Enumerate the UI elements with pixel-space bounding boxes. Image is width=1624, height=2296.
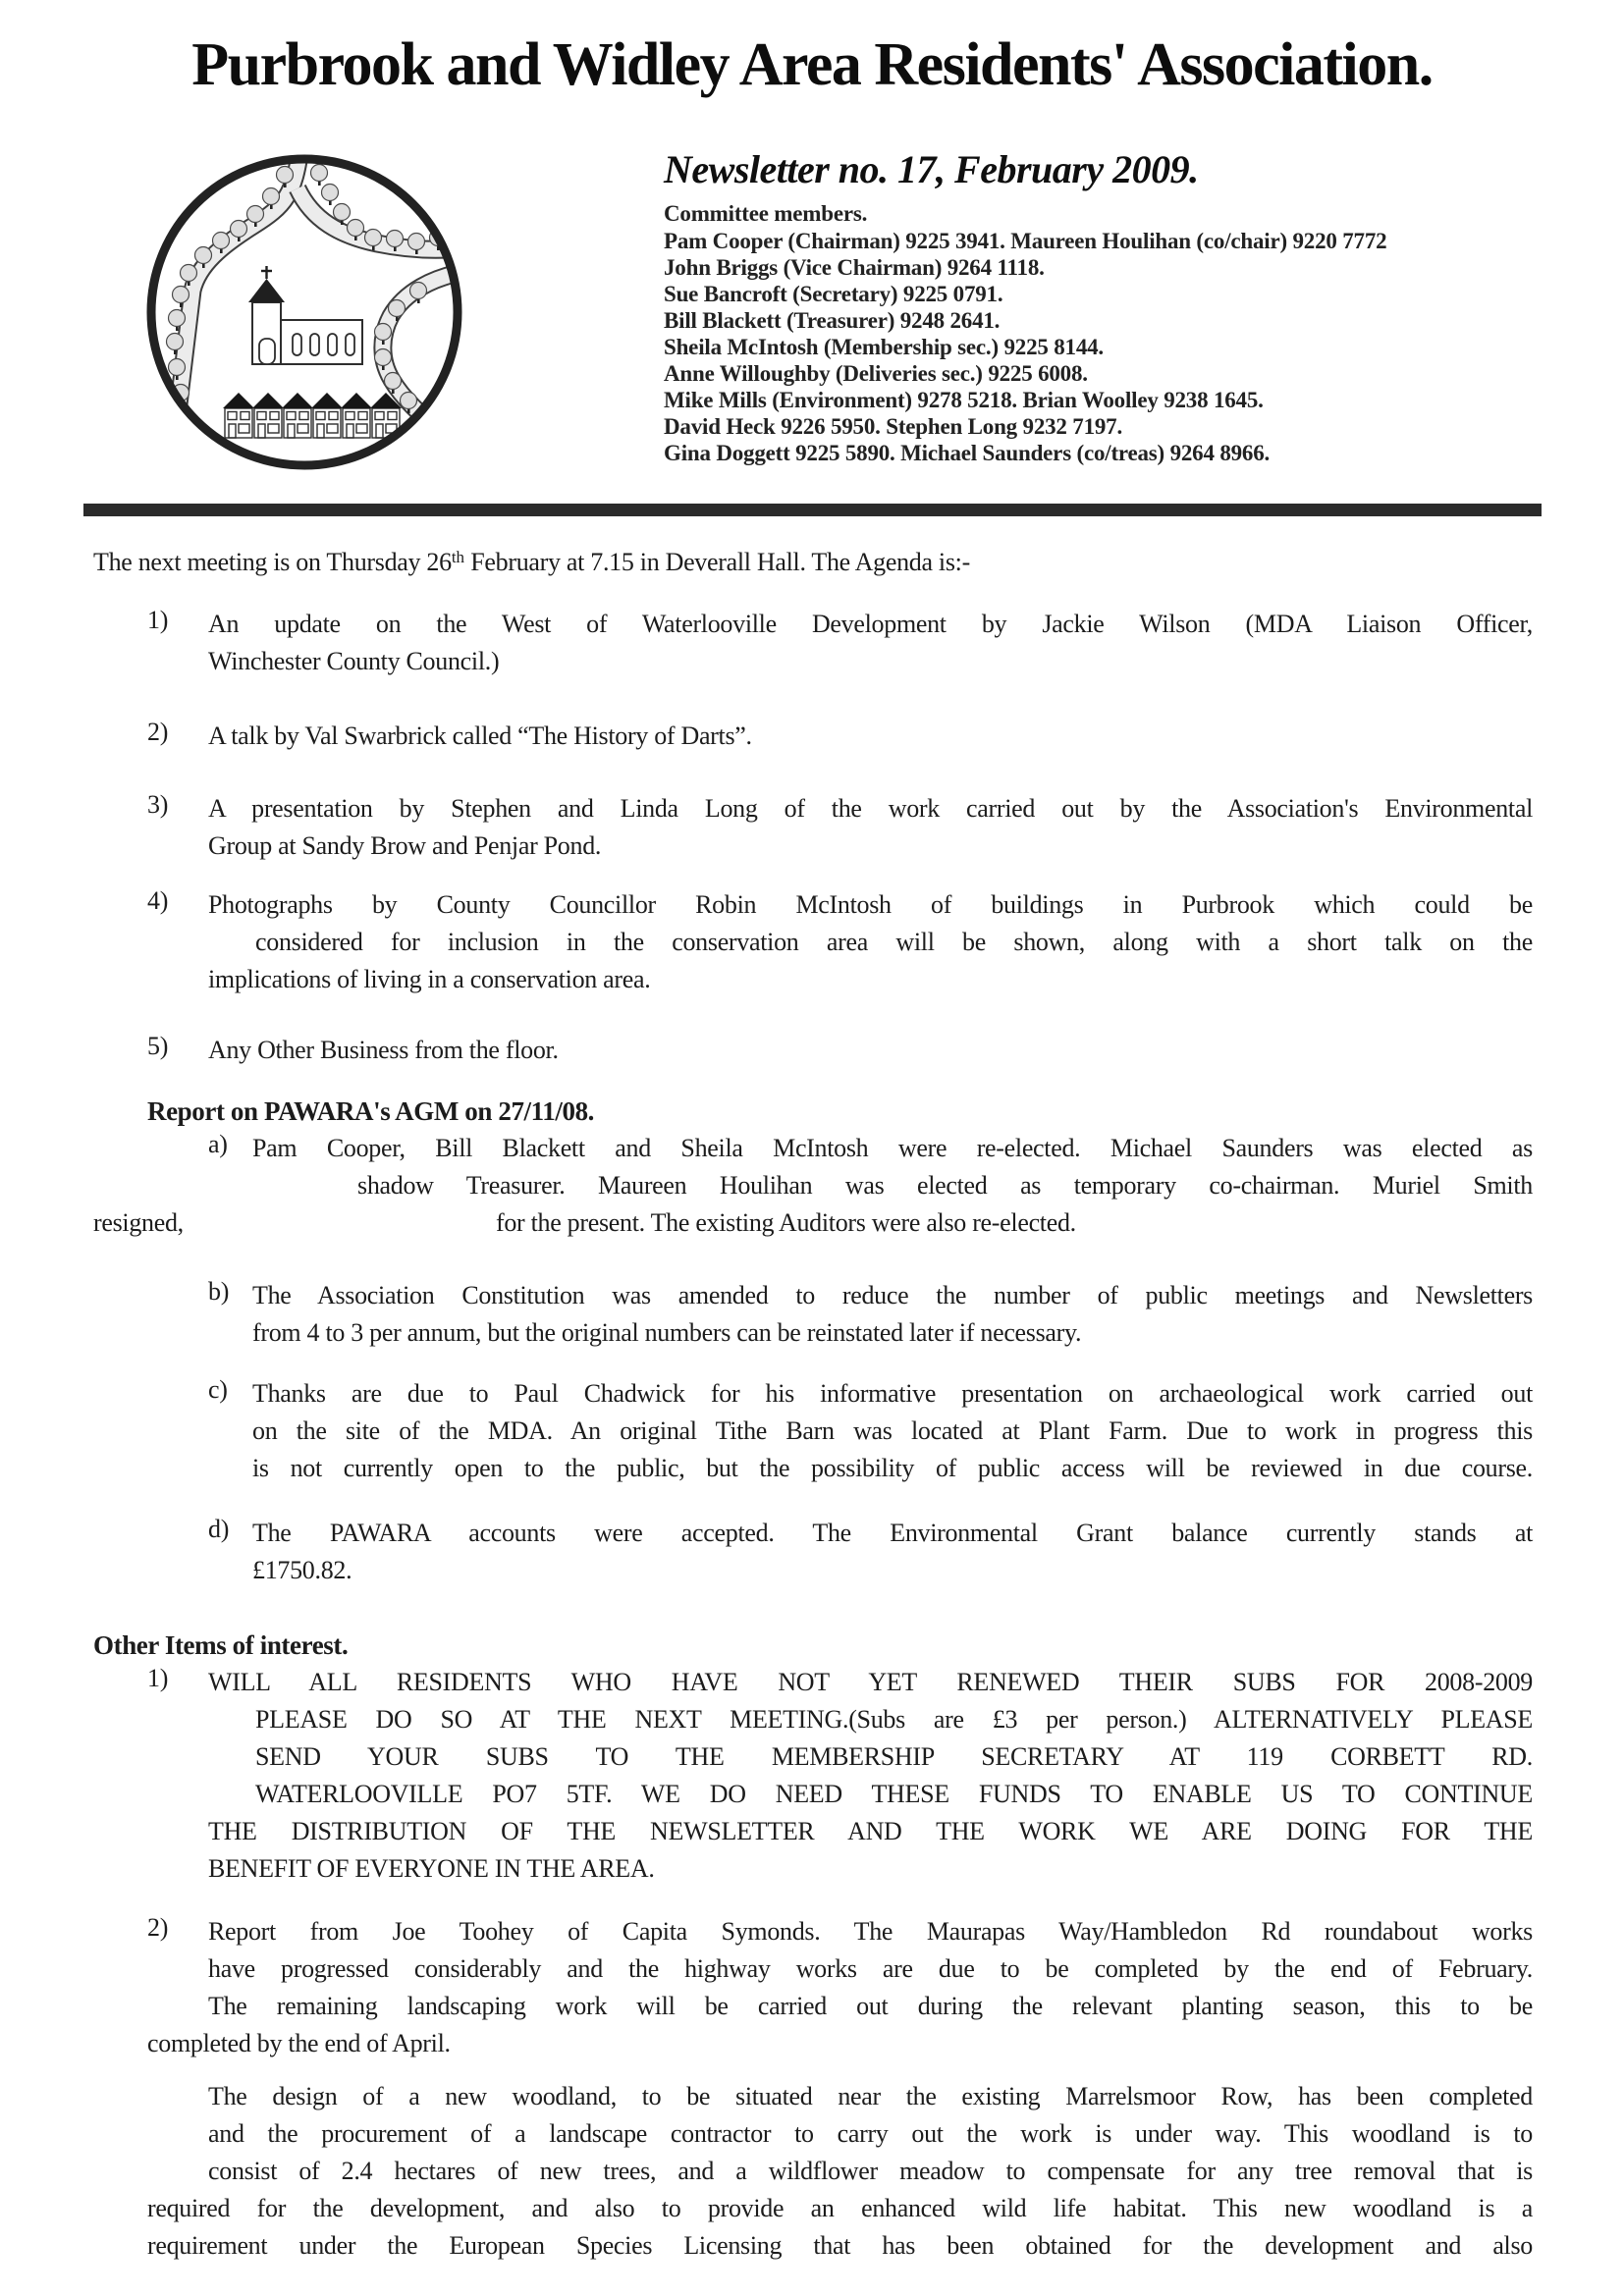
agm-line: Pam Cooper, Bill Blackett and Sheila McIntosh were re-elected. Michael Saunders was elected as [252, 1134, 1533, 1162]
item-number: 1) [147, 606, 169, 634]
item-number: 1) [147, 1664, 169, 1692]
association-logo [137, 145, 471, 479]
other-items-list [147, 1664, 1533, 2062]
agenda-line: A talk by Val Swarbrick called “The History of Darts”. [208, 721, 752, 750]
committee-member: David Heck 9226 5950. Stephen Long 9232 7197. [664, 414, 1123, 439]
agenda-list [147, 606, 1533, 1069]
committee-member: Mike Mills (Environment) 9278 5218. Brian Woolley 9238 1645. [664, 388, 1264, 412]
other-item-line: THE DISTRIBUTION OF THE NEWSLETTER AND THE WORK WE ARE DOING FOR THE [208, 1817, 1533, 1845]
other-item-1 [147, 1664, 1533, 1888]
paragraph-line: The design of a new woodland, to be situated near the existing Marrelsmoor Row, has been completed [208, 2082, 1533, 2110]
agenda-line: Group at Sandy Brow and Penjar Pond. [208, 831, 602, 860]
agm-item-d [208, 1515, 1533, 1589]
agenda-item-3 [147, 790, 1533, 865]
committee-member: Sheila McIntosh (Membership sec.) 9225 8144. [664, 335, 1104, 359]
item-number: 5) [147, 1032, 169, 1060]
item-letter: b) [208, 1277, 230, 1306]
agm-line: £1750.82. [252, 1556, 352, 1584]
agenda-line: Any Other Business from the floor. [208, 1036, 559, 1064]
other-item-2 [147, 1913, 1533, 2062]
church-icon [248, 266, 362, 364]
committee-member: Sue Bancroft (Secretary) 9225 0791. [664, 282, 1003, 306]
newsletter-heading: Newsletter no. 17, February 2009. [664, 147, 1199, 191]
header-divider [83, 504, 1542, 516]
other-item-line: PLEASE DO SO AT THE NEXT MEETING.(Subs are £3 per person.) ALTERNATIVELY PLEASE [255, 1705, 1533, 1734]
other-item-line: SEND YOUR SUBS TO THE MEMBERSHIP SECRETARY AT 119 CORBETT RD. [255, 1742, 1533, 1771]
other-item-line: Report from Joe Toohey of Capita Symonds. The Maurapas Way/Hambledon Rd roundabout works [208, 1917, 1533, 1946]
agm-line: from 4 to 3 per annum, but the original numbers can be reinstated later if necessary. [252, 1318, 1082, 1347]
item-number: 2) [147, 718, 169, 746]
agm-line-fragment: resigned, [93, 1208, 184, 1237]
item-number: 2) [147, 1913, 169, 1942]
committee-member: Gina Doggett 9225 5890. Michael Saunders (co/treas) 9264 8966. [664, 441, 1271, 465]
agm-line [93, 1204, 1533, 1242]
other-item-line: BENEFIT OF EVERYONE IN THE AREA. [208, 1854, 655, 1883]
agm-item-a [93, 1130, 1533, 1242]
agm-line: Thanks are due to Paul Chadwick for his informative presentation on archaeological work carried out [252, 1379, 1533, 1408]
agm-item-c [208, 1375, 1533, 1487]
paragraph-line: required for the development, and also to provide an enhanced wild life habitat. This new woodland is a [147, 2194, 1533, 2222]
agm-line: on the site of the MDA. An original Tithe Barn was located at Plant Farm. Due to work in progress this [252, 1416, 1533, 1445]
agenda-item-4 [147, 886, 1533, 998]
paragraph-line: and the procurement of a landscape contractor to carry out the work is under way. This woodland is to [208, 2119, 1533, 2148]
committee-heading: Committee members. [664, 201, 868, 226]
paragraph-line: consist of 2.4 hectares of new trees, and a wildflower meadow to compensate for any tree removal that is [208, 2157, 1533, 2185]
agenda-line: Photographs by County Councillor Robin McIntosh of buildings in Purbrook which could be [208, 890, 1533, 919]
item-number: 3) [147, 790, 169, 819]
agm-line: shadow Treasurer. Maureen Houlihan was elected as temporary co-chairman. Muriel Smith [357, 1171, 1533, 1200]
meeting-intro-text: The next meeting is on Thursday 26 [93, 548, 452, 576]
committee-member: Pam Cooper (Chairman) 9225 3941. Maureen Houlihan (co/chair) 9220 7772 [664, 229, 1387, 253]
header-right [664, 147, 1540, 466]
agm-line-fragment: for the present. The existing Auditors were also re-elected. [496, 1208, 1076, 1237]
item-letter: d) [208, 1515, 230, 1543]
ordinal-superscript: th [451, 548, 465, 566]
meeting-intro [93, 539, 1533, 581]
agm-line: The PAWARA accounts were accepted. The Environmental Grant balance currently stands at [252, 1519, 1533, 1547]
agm-line: The Association Constitution was amended to reduce the number of public meetings and Newsletters [252, 1281, 1533, 1309]
agenda-item-2 [147, 718, 1533, 755]
village-map-illustration [137, 145, 471, 479]
meeting-intro-text: February at 7.15 in Deverall Hall. The Agenda is:- [464, 548, 970, 576]
agenda-line: implications of living in a conservation area. [208, 965, 651, 993]
agm-line: is not currently open to the public, but the possibility of public access will be reviewed in due course. [252, 1454, 1533, 1482]
committee-member: John Briggs (Vice Chairman) 9264 1118. [664, 255, 1045, 280]
committee-member: Bill Blackett (Treasurer) 9248 2641. [664, 308, 1001, 333]
newsletter-body [93, 539, 1533, 2265]
agenda-line: considered for inclusion in the conservation area will be shown, along with a short talk on the [255, 928, 1533, 956]
item-number: 4) [147, 886, 169, 915]
item-letter: a) [208, 1130, 228, 1158]
agm-item-b [208, 1277, 1533, 1352]
paragraph-line: requirement under the European Species Licensing that has been obtained for the development and also [147, 2231, 1533, 2260]
agenda-line: Winchester County Council.) [208, 647, 500, 675]
other-item-line: WATERLOOVILLE PO7 5TF. WE DO NEED THESE FUNDS TO ENABLE US TO CONTINUE [255, 1780, 1533, 1808]
item-letter: c) [208, 1375, 228, 1404]
agenda-line: A presentation by Stephen and Linda Long of the work carried out by the Association's Environmental [208, 794, 1533, 823]
other-item-line: WILL ALL RESIDENTS WHO HAVE NOT YET RENEWED THEIR SUBS FOR 2008-2009 [208, 1668, 1533, 1696]
page-title: Purbrook and Widley Area Residents' Association. [191, 31, 1433, 98]
agm-report-heading: Report on PAWARA's AGM on 27/11/08. [147, 1096, 595, 1126]
closing-paragraph [147, 2078, 1533, 2265]
other-items-heading: Other Items of interest. [93, 1630, 349, 1660]
committee-member: Anne Willoughby (Deliveries sec.) 9225 6008. [664, 361, 1088, 386]
other-item-line: The remaining landscaping work will be carried out during the relevant planting season, this to be [208, 1992, 1533, 2020]
other-item-line: completed by the end of April. [147, 2029, 451, 2057]
houses-icon [223, 393, 402, 438]
other-item-line: have progressed considerably and the highway works are due to be completed by the end of February. [208, 1954, 1533, 1983]
agenda-item-1 [147, 606, 1533, 680]
agenda-item-5 [147, 1032, 1533, 1069]
agenda-line: An update on the West of Waterlooville Development by Jackie Wilson (MDA Liaison Officer, [208, 610, 1533, 638]
